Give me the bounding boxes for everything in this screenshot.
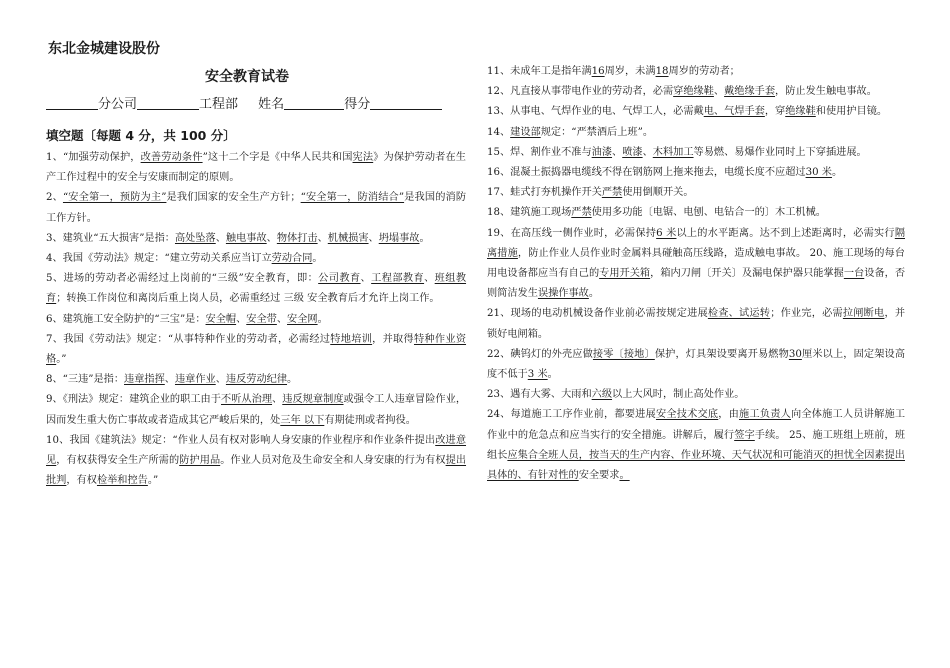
answer: 特地培训 [330,333,373,345]
answer: 违章作业 [174,374,216,386]
question-25: 25、施工班组上班前，班组长应集合全班人员，按当天的生产内容、作业环境、天气状况和可能消灭的担忧全因素提出具体的、有针对性的安全要求。 [487,429,906,482]
answer: 提出批判 [46,455,467,487]
score-label: 得分 [344,97,371,112]
answer: 。 [619,470,630,482]
branch-blank[interactable] [46,96,98,110]
answer: 检举和控告 [96,475,148,487]
section-title: 填空题〔每题 4 分，共 100 分〕 [46,128,236,143]
answer: 误操作事故 [537,288,589,300]
answer: 应集合全班人员，按当天的生产内容、作业环境、天气状况和可能消灭的担忧全因素提出具体的、有针对性的 [487,449,905,482]
answer: 安全技术交底 [655,409,719,421]
question-12: 12、凡直接从事带电作业的劳动者，必需穿绝缘鞋、戴绝缘手套，防止发生触电事故。 [487,86,877,98]
answer: 公司教育 [318,273,361,285]
answer: 穿绝缘鞋 [673,86,714,98]
answer: 严禁 [571,207,592,219]
answer: 签字 [734,429,755,441]
question-5: 5、进场的劳动者必需经过上岗前的“三级”安全教育，即：公司教育、工程部教育、班组教育；转换工作岗位和离岗后重上岗人员，必需重经过 三级 安全教育后才允许上岗工作。 [46,273,467,305]
question-10: 10、我国《建筑法》规定：“作业人员有权对影响人身安康的作业程序和作业条件提出改进意见，有权获得安全生产所需的防护用品。作业人员对危及生命安全和人身安康的行为有权提出批判，有权检举和控告。” [46,434,467,487]
answer: 违反规章制度 [282,394,344,406]
answer: 施工负责人 [739,409,791,421]
right-column [487,62,905,486]
answer: 防护用品 [179,455,221,467]
question-20: 20、施工现场的每台用电设备都应当有自己的专用开关箱，箱内刀闸〔开关〕及漏电保护器只能掌握一台设备，否则简洁发生误操作事故。 [487,247,906,300]
answer: 触电事故 [225,232,267,244]
question-22: 22、碘钨灯的外壳应做接零〔接地〕保护，灯具架设要离开易燃物30厘米以上，固定架设高度不低于3 米。 [487,348,906,381]
answer: 违反劳动纪律 [225,374,288,386]
company-name: 东北金城建设股份 [48,41,160,57]
answer: 工程部教育 [371,273,425,285]
answer: 三年 以下 [280,414,325,426]
name-blank[interactable] [284,96,344,110]
answer: 违章指挥 [124,374,165,386]
answer: 30 [788,348,802,360]
answer: 宪法 [352,152,374,163]
question-15: 15、焊、割作业不准与油漆、喷漆、木料加工等易燃、易爆作业同时上下穿插进展。 [487,146,867,158]
question-24: 24、每道施工工序作业前，都要进展安全技术交底，由施工负责人向全体施工人员讲解施工作业中的危急点和应当实行的安全措施。讲解后，履行签字手续。 25、施工班组上班前，班组长应集合全班人员，按当天的生产内容、作业环境、天气状况和可能消灭的担忧全因素提出具体的、有针对性的安全要求。 [487,409,906,482]
answer: 隔离措施 [487,227,905,259]
left-column [46,148,466,491]
answer: 物体打击 [276,232,318,244]
question-8: 8、“三违”是指：违章指挥、违章作业、违反劳动纪律。 [46,374,298,386]
answer: 严禁 [601,187,623,199]
answer: 机械损害 [327,232,369,244]
answer: 改进意见 [46,434,467,467]
answer: 3 米 [527,369,548,381]
answer: 6 米 [656,227,677,239]
answer: 喷漆 [622,146,643,158]
answer: 戴绝缘手套 [724,86,776,98]
answer: 检查、试运转 [707,308,771,320]
answer: “安全第一，防消结合” [300,192,405,204]
question-21: 21、现场的电动机械设备作业前必需按规定进展检查、试运转；作业完，必需拉闸断电，并锁好电闸箱。 [487,308,906,340]
answer: 班组教育 [46,273,467,305]
exam-title: 安全教育试卷 [205,69,289,85]
answer: 劳动合同 [271,253,313,265]
answer: 电、气焊手套 [703,106,765,118]
answer: 安全帽 [205,313,237,325]
answer: 安全网 [287,313,318,325]
question-19: 19、在高压线一侧作业时，必需保持6 米以上的水平距离。达不到上述距离时，必需实行隔离措施，防止作业人员作业时金属料具碰触高压线路，造成触电事故。 20、施工现场的每台用电设备都应当有自己的专用开关箱，箱内刀闸〔开关〕及漏电保护器只能掌握一台设备，否则简洁发生误操作事故。 [487,227,906,300]
answer: 木料加工 [652,146,694,158]
answer: 16 [591,66,605,77]
answer: 不听从治理 [220,394,273,406]
question-13: 13、从事电、气焊作业的电、气焊工人，必需戴电、气焊手套，穿绝缘鞋和使用护目镜。 [487,106,888,118]
name-label: 姓名 [258,97,285,112]
question-4: 4、我国《劳动法》规定：“建立劳动关系应当订立劳动合同。 [46,253,323,265]
answer: 30 米 [805,167,832,179]
question-1: 1、“加强劳动保护，改善劳动条件”这十二个字是《中华人民共和国宪法》为保护劳动者在生产工作过程中的安全与安康而制定的原则。 [46,152,466,184]
dept-label: 工程部 [199,97,239,112]
question-16: 16、混凝土振捣器电缆线不得在钢筋网上拖来拖去，电缆长度不应超过30 米。 [487,167,843,179]
question-18: 18、建筑施工现场严禁使用多功能〔电锯、电刨、电钻合一的〕木工机械。 [487,207,826,219]
answer: 安全带 [246,313,277,325]
answer: 特种作业资格 [46,333,467,366]
branch-label: 分公司 [98,97,138,112]
score-blank[interactable] [370,96,442,110]
question-2: 2、“安全第一，预防为主”是我们国家的安全生产方针；“安全第一，防消结合”是我国的消防工作方针。 [46,192,467,224]
question-6: 6、建筑施工安全防护的“三宝”是：安全帽、安全带、安全网。 [46,313,328,325]
answer: 坍塌事故 [378,232,420,244]
answer: 绝缘鞋 [785,106,816,118]
answer: 拉闸断电 [842,308,885,320]
question-9: 9、《刑法》规定：建筑企业的职工由于不听从治理、违反规章制度或强令工人违章冒险作业，因而发生重大伤亡事故或者造成其它严峻后果的，处三年 以下有期徒刑或者拘役。 [46,394,467,426]
answer: 18 [655,66,669,77]
answer: 专用开关箱 [599,268,651,280]
question-17: 17、蛙式打夯机操作开关严禁使用倒顺开关。 [487,187,694,199]
answer: 油漆 [591,146,613,158]
answer: “安全第一，预防为主” [62,192,167,204]
answer: 建设部 [510,126,541,138]
question-3: 3、建筑业“五大损害”是指：高处坠落、触电事故、物体打击、机械损害、坍塌事故。 [46,232,430,244]
answer: 一台 [843,268,865,280]
answer: 高处坠落 [174,232,216,244]
answer: 接零〔接地〕 [592,348,655,360]
dept-blank[interactable] [137,96,199,110]
question-23: 23、遇有大雾、大雨和六级以上大风时，制止高处作业。 [487,389,745,401]
question-7: 7、我国《劳动法》规定：“从事特种作业的劳动者，必需经过特地培训，并取得特种作业资格。” [46,333,467,366]
question-14: 14、建设部规定：“严禁酒后上班”。 [487,126,654,138]
answer: 改善劳动条件 [140,152,203,163]
question-11: 11、未成年工是指年满16周岁，未满18周岁的劳动者； [487,66,740,77]
exam-header-fields [46,93,461,112]
answer: 六级 [591,389,613,401]
